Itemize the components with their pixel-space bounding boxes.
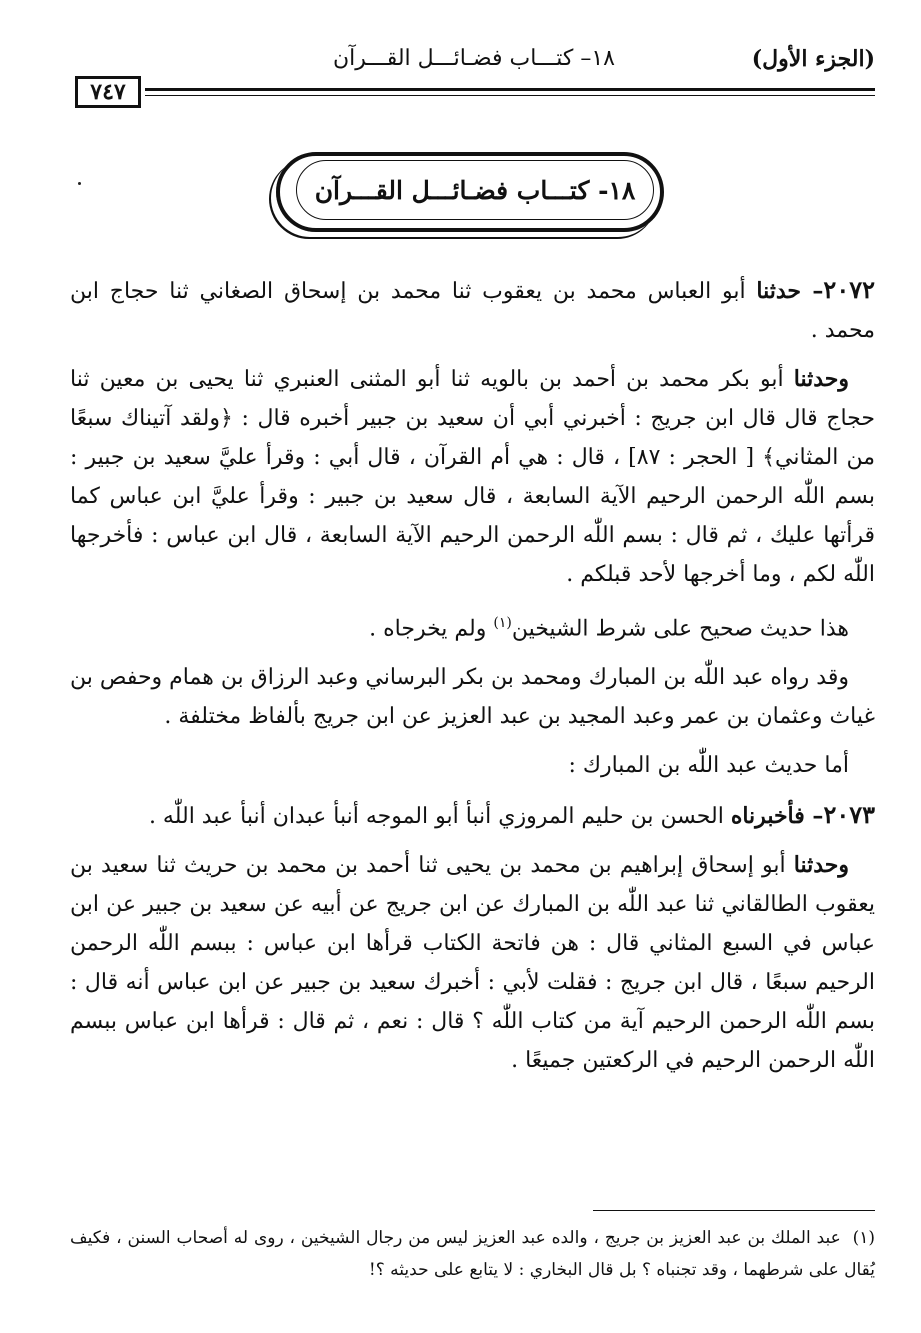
- footnote: [70, 1222, 875, 1286]
- lead-word: وحدثنا: [793, 852, 849, 879]
- page-number: ٧٤٧: [75, 76, 141, 108]
- hadith-2072: [70, 270, 875, 350]
- paragraph-text: أبو العباس محمد بن يعقوب ثنا محمد بن إسحاق الصغاني ثنا حجاج ابن محمد .: [70, 279, 875, 343]
- lead-word: – حدثنا: [756, 278, 824, 304]
- main-text: [70, 270, 875, 1090]
- paragraph-text: الحسن بن حليم المروزي أنبأ أبو الموجه أنبأ عبدان أنبأ عبد اللّٰه .: [148, 804, 731, 830]
- footnote-ref[interactable]: (١): [493, 615, 512, 631]
- hadith-number: ٢٠٧٣: [823, 800, 875, 830]
- grading-paragraph: [70, 604, 875, 648]
- hadith-number: ٢٠٧٢: [823, 275, 875, 304]
- paragraph-text: أما حديث عبد اللّٰه بن المبارك :: [568, 753, 849, 779]
- chain-paragraph: [70, 360, 875, 594]
- footnote-marker: (١): [852, 1228, 876, 1248]
- paragraph-text: وقد رواه عبد اللّٰه بن المبارك ومحمد بن بكر البرساني وعبد الرزاق بن همام وحفص بن غياث وعثمان بن عمر وعبد المجيد بن عبد العزيز عن ابن جريج بألفاظ مختلفة .: [70, 665, 875, 730]
- paragraph-text: ولم يخرجاه .: [369, 616, 494, 642]
- transition-paragraph: [70, 746, 875, 785]
- lead-word: وحدثنا: [793, 366, 849, 392]
- running-header: [75, 40, 875, 105]
- volume-label: (الجزء الأول): [751, 46, 875, 72]
- paragraph-text: هذا حديث صحيح على شرط الشيخين: [511, 616, 849, 642]
- lead-word: – فأخبرناه: [730, 803, 824, 830]
- footnote-divider: [593, 1210, 875, 1211]
- narrators-paragraph: [70, 658, 875, 736]
- footnote-text: عبد الملك بن عبد العزيز بن جريج ، والده عبد العزيز ليس من رجال الشيخين ، روى له أصحاب السنن ، فكيف يُقال على شرطهما ، وقد تجنباه ؟ بل قال البخاري : لا يتابع على حديثه ؟!: [70, 1228, 875, 1280]
- chapter-header: ١٨– كتـــاب فضـائـــل القـــرآن: [332, 46, 615, 71]
- header-rule-thick: [145, 88, 875, 91]
- speck: [78, 182, 81, 185]
- book-title: ١٨- كتـــاب فضـائـــل القـــرآن: [296, 160, 654, 220]
- header-rule-thin: [145, 95, 875, 96]
- paragraph-text: أبو إسحاق إبراهيم بن محمد بن يحيى ثنا أحمد بن محمد بن حريث ثنا سعيد بن يعقوب الطالقاني ثنا عبد اللّٰه بن المبارك عن ابن جريج عن أبيه عن سعيد بن جبير عن ابن عباس في السبع المثاني قال : هن فاتحة الكتاب قرأها ابن عباس : ببسم اللّٰه الرحمن الرحيم سبعًا ، قال ابن جريج : فقلت لأبي : أخبرك سعيد بن جبير عن ابن عباس أنه قال : بسم اللّٰه الرحمن الرحيم آية من كتاب اللّٰه ؟ قال : نعم ، ثم قال : قرأها ابن عباس ببسم اللّٰه الرحمن الرحيم في الركعتين جميعًا .: [70, 853, 875, 1074]
- hadith-2073: [70, 795, 875, 836]
- paragraph-text: أبو بكر محمد بن أحمد بن بالويه ثنا أبو المثنى العنبري ثنا يحيى بن معين ثنا حجاج قال قال ابن جريج : أخبرني أبي أن سعيد بن جبير أخبره قال : ﴿ولقد آتيناك سبعًا من المثاني﴾ [ الحجر : ٨٧] ، قال : هي أم القرآن ، قال أبي : وقرأ عليَّ سعيد بن جبير : بسم اللّٰه الرحمن الرحيم الآية السابعة ، قال سعيد بن جبير : وقرأ عليَّ ابن عباس كما قرأتها عليك ، ثم قال : بسم اللّٰه الرحمن الرحيم الآية السابعة ، قال ابن عباس : فأخرجها اللّٰه لكم ، وما أخرجها لأحد قبلكم .: [70, 367, 875, 587]
- chain-paragraph: [70, 846, 875, 1080]
